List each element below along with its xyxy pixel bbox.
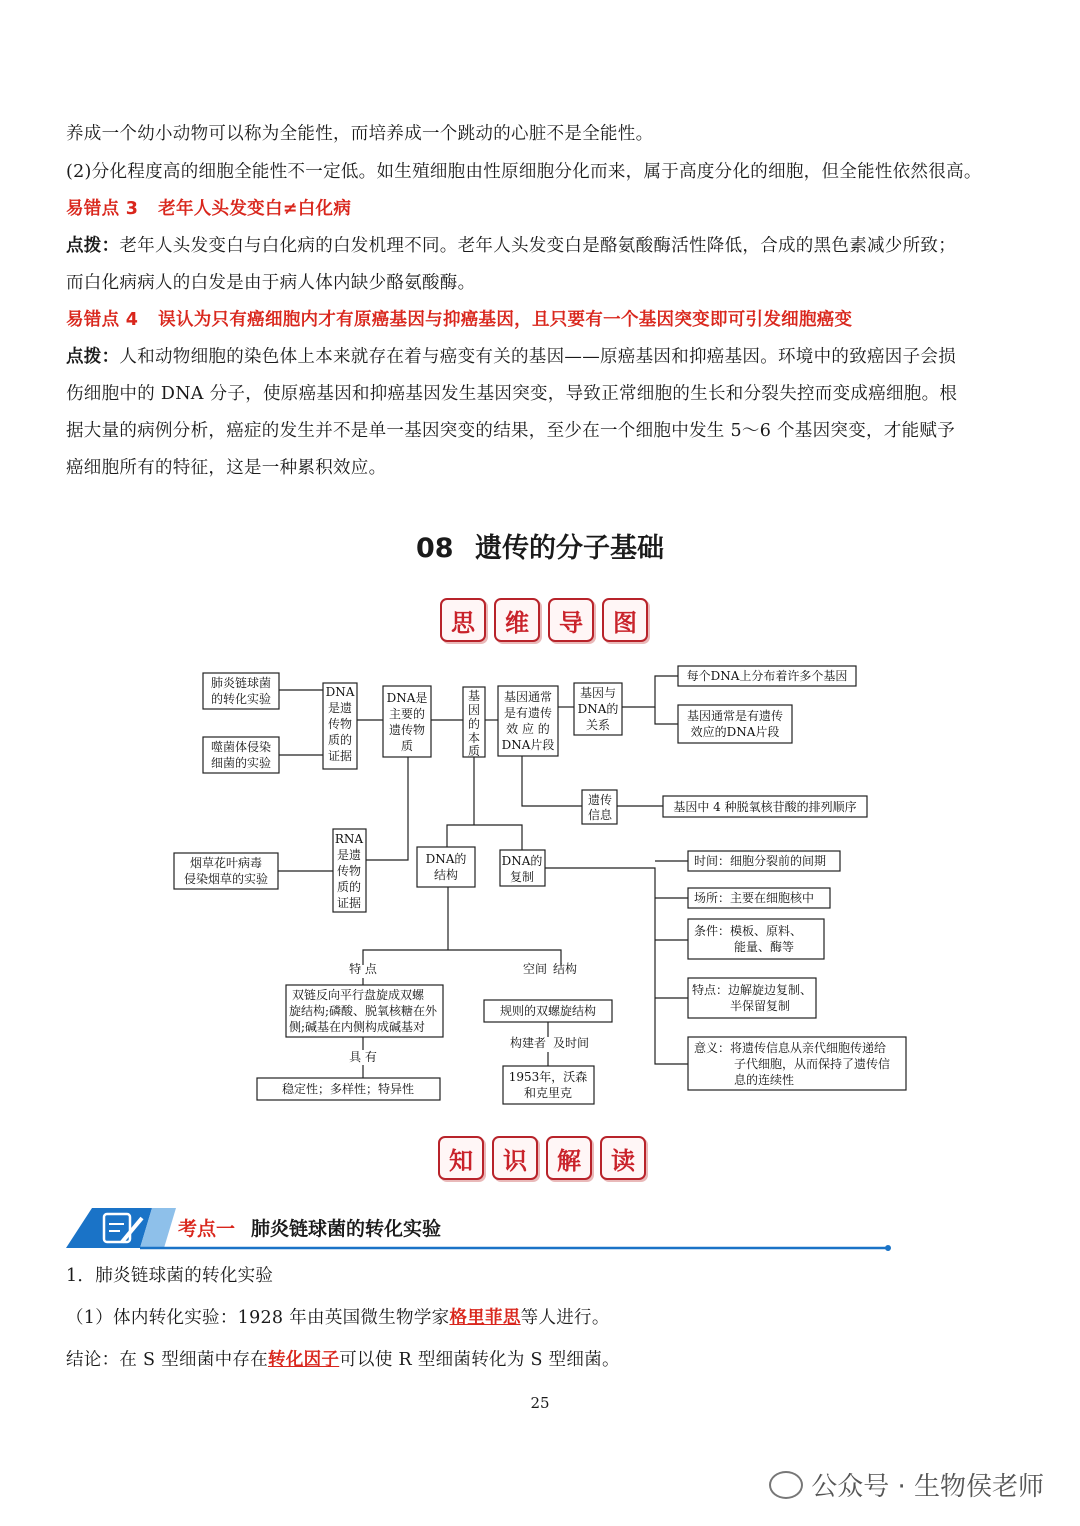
svg-text:双链反向平行盘旋成双螺: 双链反向平行盘旋成双螺 (292, 988, 425, 1002)
svg-text:复制: 复制 (509, 870, 535, 884)
svg-text:本: 本 (467, 731, 481, 745)
svg-text:是遗: 是遗 (327, 701, 353, 715)
label-spatial: 空间 (523, 962, 548, 976)
svg-text:证据: 证据 (336, 896, 362, 910)
error-point-4-label: 易错点 4 (66, 310, 139, 330)
tip-4-line-2: 伤细胞中的 DNA 分子，使原癌基因和抑癌基因发生基因突变，导致正常细胞的生长和分裂失控而变成癌细胞。根 (66, 384, 958, 404)
svg-text:基因通常是有遗传: 基因通常是有遗传 (686, 709, 784, 723)
box-gene-essence (463, 687, 485, 758)
box-regular-double-helix (484, 1000, 612, 1022)
svg-text:传物: 传物 (336, 864, 362, 878)
badge-char: 知 (438, 1136, 484, 1180)
svg-text:噬菌体侵染: 噬菌体侵染 (210, 740, 272, 754)
svg-text:质: 质 (400, 739, 414, 753)
svg-text:肺炎链球菌: 肺炎链球菌 (210, 676, 272, 690)
svg-text:DNA的: DNA的 (425, 852, 467, 866)
svg-text:结构: 结构 (433, 868, 459, 882)
svg-text:证据: 证据 (327, 749, 353, 763)
svg-text:遗传: 遗传 (587, 793, 613, 807)
svg-text:半保留复制: 半保留复制 (730, 999, 791, 1013)
body-line-1: 1．肺炎链球菌的转化实验 (66, 1266, 274, 1286)
svg-text:是遗: 是遗 (336, 848, 362, 862)
body-line-3 (66, 1348, 620, 1372)
tip-4-line-4: 癌细胞所有的特征，这是一种累积效应。 (66, 458, 387, 478)
svg-text:RNA: RNA (334, 832, 364, 846)
svg-text:规则的双螺旋结构: 规则的双螺旋结构 (499, 1004, 597, 1018)
badge-char: 识 (492, 1136, 538, 1180)
svg-text:基因通常: 基因通常 (503, 690, 553, 704)
tip-4-text-a: 人和动物细胞的染色体上本来就存在着与癌变有关的基因——原癌基因和抑癌基因。环境中的致癌因子会损 (119, 347, 957, 367)
body-line-2-post: 等人进行。 (520, 1308, 610, 1328)
svg-text:DNA的: DNA的 (577, 702, 619, 716)
body-line-2 (66, 1306, 610, 1330)
svg-text:遗传物: 遗传物 (388, 723, 426, 737)
label-time: 及时间 (553, 1036, 590, 1050)
svg-text:的: 的 (467, 717, 481, 731)
watermark-text: 公众号 · 生物侯老师 (811, 1472, 1044, 1502)
box-many-genes (678, 666, 856, 686)
svg-text:1953年，沃森: 1953年，沃森 (508, 1070, 588, 1084)
svg-text:时间：细胞分裂前的间期: 时间：细胞分裂前的间期 (694, 854, 827, 868)
body-line-3-post: 可以使 R 型细菌转化为 S 型细菌。 (339, 1350, 620, 1370)
svg-text:旋结构;磷酸、脱氧核糖在外: 旋结构;磷酸、脱氧核糖在外 (289, 1004, 438, 1018)
box-genetic-info (582, 790, 617, 824)
chapter-number: 08 (416, 533, 454, 564)
box-gene-dna-segment (498, 686, 558, 756)
svg-text:稳定性；多样性；特异性: 稳定性；多样性；特异性 (281, 1082, 415, 1096)
knowledge-badges (438, 1136, 646, 1180)
svg-text:细菌的实验: 细菌的实验 (210, 756, 272, 770)
box-pneumococcus-experiment (203, 673, 279, 709)
wechat-icon (769, 1471, 803, 1499)
svg-text:信息: 信息 (587, 808, 613, 822)
error-point-4-text: 误认为只有癌细胞内才有原癌基因与抑癌基因，且只要有一个基因突变即可引发细胞癌变 (158, 310, 853, 330)
badge-char: 思 (440, 598, 486, 642)
box-tmv-experiment (174, 853, 278, 889)
box-double-helix-description (286, 985, 443, 1037)
svg-text:DNA的: DNA的 (501, 854, 543, 868)
tip-3-text-a: 老年人头发变白与白化病的白发机理不同。老年人头发变白是酪氨酸酶活性降低，合成的黑色素减少所致； (119, 236, 957, 256)
svg-text:侧;碱基在内侧构成碱基对: 侧;碱基在内侧构成碱基对 (289, 1020, 426, 1034)
section-title: 肺炎链球菌的转化实验 (251, 1218, 442, 1240)
box-gene-effect-segment (678, 705, 792, 743)
box-dna-replication (500, 850, 545, 886)
chapter-name: 遗传的分子基础 (474, 533, 664, 564)
page-number: 25 (530, 1394, 550, 1412)
box-dna-structure (417, 847, 475, 887)
tip-label: 点拨： (66, 236, 120, 256)
label-structure: 结构 (553, 962, 578, 976)
highlight-transforming-factor: 转化因子 (268, 1350, 340, 1370)
error-point-3-text: 老年人头发变白≠白化病 (158, 199, 352, 219)
badge-char: 维 (494, 598, 540, 642)
svg-text:场所：主要在细胞核中: 场所：主要在细胞核中 (694, 891, 815, 905)
text-line-2: (2)分化程度高的细胞全能性不一定低。如生殖细胞由性原细胞分化而来，属于高度分化的细胞，但全能性依然很高。 (66, 162, 982, 182)
svg-text:DNA是: DNA是 (386, 691, 428, 705)
badge-char: 解 (546, 1136, 592, 1180)
svg-text:效应的DNA片段: 效应的DNA片段 (690, 725, 780, 739)
box-dna-properties (257, 1078, 440, 1100)
svg-text:关系: 关系 (585, 718, 611, 732)
tip-label: 点拨： (66, 347, 120, 367)
box-phage-experiment (203, 737, 279, 773)
error-point-3-label: 易错点 3 (66, 199, 139, 219)
box-rna-genetic-evidence (333, 829, 366, 912)
badge-char: 导 (548, 598, 594, 642)
svg-text:基因中 4 种脱氧核苷酸的排列顺序: 基因中 4 种脱氧核苷酸的排列顺序 (673, 800, 857, 814)
svg-text:效 应 的: 效 应 的 (506, 722, 550, 736)
svg-text:子代细胞，从而保持了遗传信: 子代细胞，从而保持了遗传信 (734, 1057, 891, 1071)
svg-text:质的: 质的 (327, 733, 353, 747)
label-features: 特 点 (349, 962, 377, 976)
text-line-1: 养成一个幼小动物可以称为全能性，而培养成一个跳动的心脏不是全能性。 (66, 124, 654, 144)
svg-text:质: 质 (467, 744, 481, 758)
section-key: 考点一 (178, 1218, 236, 1240)
svg-text:基: 基 (467, 689, 481, 703)
svg-text:传物: 传物 (327, 717, 353, 731)
svg-text:的转化实验: 的转化实验 (210, 692, 272, 706)
svg-text:因: 因 (467, 703, 481, 717)
box-replication-features (688, 978, 816, 1018)
svg-text:质的: 质的 (336, 880, 362, 894)
body-line-3-pre: 结论：在 S 型细菌中存在 (66, 1350, 269, 1370)
box-replication-place (688, 888, 830, 908)
svg-text:息的连续性: 息的连续性 (734, 1073, 795, 1087)
box-replication-conditions (688, 919, 824, 959)
svg-text:烟草花叶病毒: 烟草花叶病毒 (189, 856, 263, 870)
box-replication-significance (688, 1037, 906, 1090)
badge-char: 图 (602, 598, 648, 642)
label-builder: 构建者 (510, 1036, 547, 1050)
box-replication-time (688, 851, 840, 871)
svg-text:DNA片段: DNA片段 (501, 738, 555, 752)
watermark (769, 1466, 1044, 1503)
box-watson-crick (503, 1066, 594, 1104)
box-nucleotide-order (663, 796, 867, 817)
highlight-griffith: 格里菲思 (449, 1308, 521, 1328)
tip-4-line-3: 据大量的病例分析，癌症的发生并不是单一基因突变的结果，至少在一个细胞中发生 5～6 个基因突变，才能赋予 (66, 421, 955, 441)
svg-text:基因与: 基因与 (579, 686, 617, 700)
box-dna-genetic-evidence (323, 683, 357, 769)
svg-text:每个DNA上分布着许多个基因: 每个DNA上分布着许多个基因 (686, 669, 848, 683)
body-line-2-pre: （1）体内转化实验：1928 年由英国微生物学家 (66, 1308, 450, 1328)
svg-text:DNA: DNA (325, 685, 355, 699)
svg-text:和克里克: 和克里克 (523, 1086, 573, 1100)
svg-text:主要的: 主要的 (388, 707, 426, 721)
label-has: 具 有 (349, 1050, 377, 1064)
section-heading (178, 1214, 441, 1241)
svg-text:特点：边解旋边复制、: 特点：边解旋边复制、 (692, 983, 813, 997)
svg-text:意义：将遗传信息从亲代细胞传递给: 意义：将遗传信息从亲代细胞传递给 (694, 1041, 887, 1055)
svg-text:条件：模板、原料、: 条件：模板、原料、 (694, 924, 803, 938)
badge-char: 读 (600, 1136, 646, 1180)
svg-text:能量、酶等: 能量、酶等 (734, 940, 795, 954)
box-dna-main-genetic-material (383, 686, 431, 757)
svg-text:是有遗传: 是有遗传 (503, 706, 553, 720)
svg-text:侵染烟草的实验: 侵染烟草的实验 (183, 872, 269, 886)
box-gene-dna-relation (574, 683, 622, 735)
tip-3-line-2: 而白化病病人的白发是由于病人体内缺少酪氨酸酶。 (66, 273, 476, 293)
